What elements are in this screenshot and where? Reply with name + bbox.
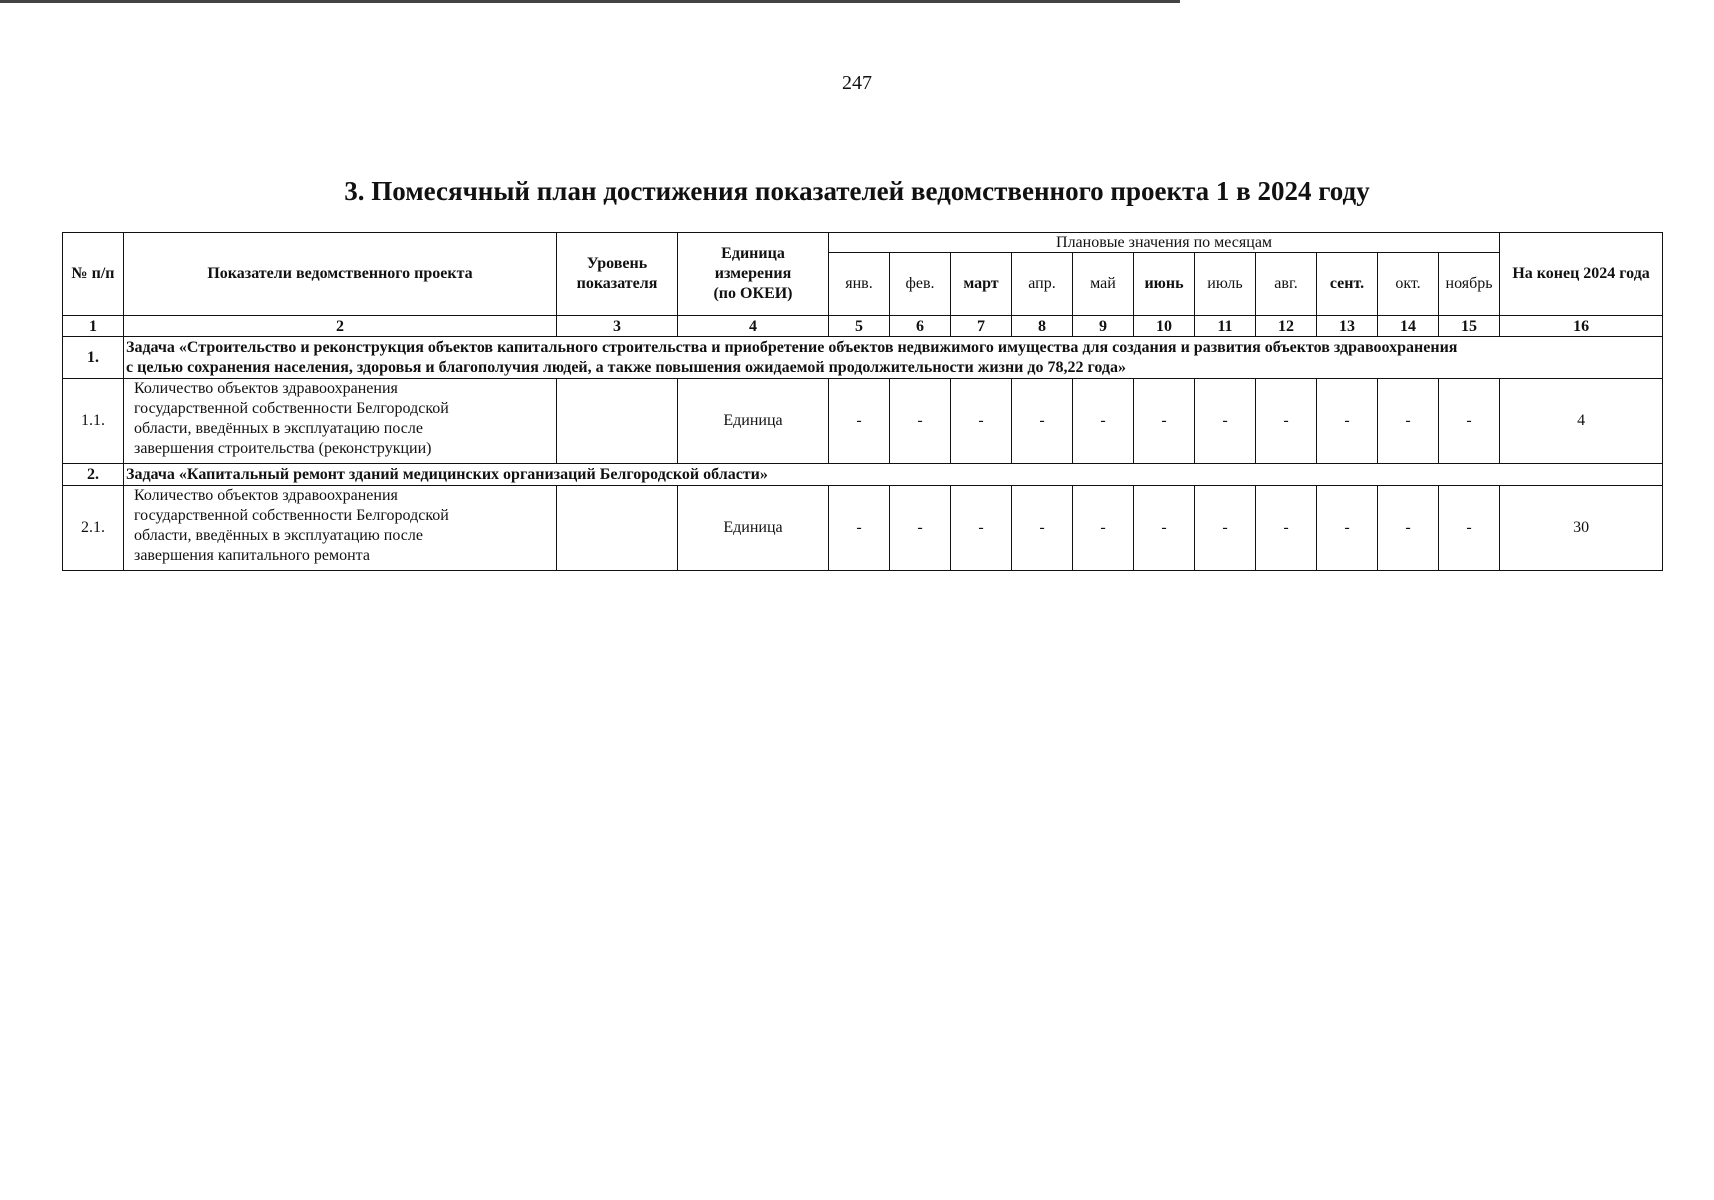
indicator-name bbox=[124, 379, 557, 464]
indicator-month-value: - bbox=[1439, 486, 1500, 571]
header-month-mar: март bbox=[951, 253, 1012, 316]
indicator-month-value: - bbox=[1378, 379, 1439, 464]
indicator-month-value: - bbox=[1317, 486, 1378, 571]
indicator-row bbox=[63, 486, 1663, 571]
indicator-year-end-value: 4 bbox=[1500, 379, 1663, 464]
column-number: 9 bbox=[1073, 316, 1134, 337]
indicator-name-line: завершения строительства (реконструкции) bbox=[134, 440, 432, 457]
column-number: 6 bbox=[890, 316, 951, 337]
header-level-line2: показателя bbox=[576, 275, 658, 292]
monthly-plan-table bbox=[62, 232, 1663, 571]
header-month-may: май bbox=[1073, 253, 1134, 316]
indicator-month-value: - bbox=[890, 486, 951, 571]
column-number: 15 bbox=[1439, 316, 1500, 337]
indicator-month-value: - bbox=[1134, 486, 1195, 571]
header-month-sep: сент. bbox=[1317, 253, 1378, 316]
header-month-nov: ноябрь bbox=[1439, 253, 1500, 316]
column-number: 13 bbox=[1317, 316, 1378, 337]
indicator-name-line: Количество объектов здравоохранения bbox=[134, 380, 398, 397]
indicator-name-line: завершения капитального ремонта bbox=[134, 547, 370, 564]
header-level bbox=[557, 233, 678, 316]
header-month-jun: июнь bbox=[1134, 253, 1195, 316]
page-title: 3. Помесячный план достижения показателей ведомственного проекта 1 в 2024 году bbox=[344, 176, 1370, 206]
header-unit bbox=[678, 233, 829, 316]
header-level-line1: Уровень bbox=[586, 255, 648, 272]
column-number: 10 bbox=[1134, 316, 1195, 337]
indicator-month-value: - bbox=[890, 379, 951, 464]
task-text-line: Задача «Капитальный ремонт зданий медицинских организаций Белгородской области» bbox=[126, 465, 768, 483]
task-text-line: Задача «Строительство и реконструкция объектов капитального строительства и приобретение объектов недвижимого имущества для создания и развития объектов здравоохранения bbox=[126, 338, 1458, 356]
indicator-month-value: - bbox=[1012, 486, 1073, 571]
header-month-jan: янв. bbox=[829, 253, 890, 316]
header-year-end: На конец 2024 года bbox=[1500, 233, 1663, 316]
indicator-name-line: государственной собственности Белгородской bbox=[134, 507, 449, 524]
indicator-month-value: - bbox=[1134, 379, 1195, 464]
page-number: 247 bbox=[842, 72, 872, 94]
header-monthly-group: Плановые значения по месяцам bbox=[829, 233, 1500, 253]
indicator-month-value: - bbox=[1012, 379, 1073, 464]
indicator-month-value: - bbox=[1439, 379, 1500, 464]
header-row-1 bbox=[63, 233, 1663, 253]
task-row bbox=[63, 337, 1663, 379]
indicator-year-end-value: 30 bbox=[1500, 486, 1663, 571]
column-number: 7 bbox=[951, 316, 1012, 337]
indicator-month-value: - bbox=[1317, 379, 1378, 464]
column-number: 12 bbox=[1256, 316, 1317, 337]
header-month-oct: окт. bbox=[1378, 253, 1439, 316]
task-number: 1. bbox=[63, 337, 124, 379]
task-number: 2. bbox=[63, 464, 124, 486]
indicator-name-line: области, введённых в эксплуатацию после bbox=[134, 420, 423, 437]
header-month-aug: авг. bbox=[1256, 253, 1317, 316]
indicator-number: 1.1. bbox=[63, 379, 124, 464]
column-number: 5 bbox=[829, 316, 890, 337]
indicator-month-value: - bbox=[1195, 486, 1256, 571]
column-number: 4 bbox=[678, 316, 829, 337]
indicator-name-line: Количество объектов здравоохранения bbox=[134, 487, 398, 504]
column-number: 14 bbox=[1378, 316, 1439, 337]
indicator-unit: Единица bbox=[678, 486, 829, 571]
header-unit-line2: измерения bbox=[714, 265, 792, 282]
indicator-month-value: - bbox=[1073, 379, 1134, 464]
header-unit-line3: (по ОКЕИ) bbox=[713, 285, 793, 302]
indicator-name-line: области, введённых в эксплуатацию после bbox=[134, 527, 423, 544]
indicator-month-value: - bbox=[1195, 379, 1256, 464]
indicator-name bbox=[124, 486, 557, 571]
task-text bbox=[124, 337, 1663, 379]
indicator-level bbox=[557, 486, 678, 571]
column-number: 8 bbox=[1012, 316, 1073, 337]
task-row bbox=[63, 464, 1663, 486]
header-num: № п/п bbox=[63, 233, 124, 316]
column-number-row bbox=[63, 316, 1663, 337]
column-number: 16 bbox=[1500, 316, 1663, 337]
indicator-name-line: государственной собственности Белгородской bbox=[134, 400, 449, 417]
task-text bbox=[124, 464, 1663, 486]
indicator-unit: Единица bbox=[678, 379, 829, 464]
column-number: 1 bbox=[63, 316, 124, 337]
task-text-line: с целью сохранения населения, здоровья и благополучия людей, а также повышения ожидаемой продолжительности жизни до 78,22 года» bbox=[126, 358, 1126, 376]
column-number: 3 bbox=[557, 316, 678, 337]
indicator-level bbox=[557, 379, 678, 464]
indicator-row bbox=[63, 379, 1663, 464]
header-unit-line1: Единица bbox=[721, 245, 785, 262]
indicator-month-value: - bbox=[829, 379, 890, 464]
indicator-month-value: - bbox=[1256, 379, 1317, 464]
indicator-number: 2.1. bbox=[63, 486, 124, 571]
indicator-month-value: - bbox=[951, 379, 1012, 464]
scan-edge-line bbox=[0, 0, 1180, 3]
column-number: 2 bbox=[124, 316, 557, 337]
indicator-month-value: - bbox=[1256, 486, 1317, 571]
column-number: 11 bbox=[1195, 316, 1256, 337]
header-month-feb: фев. bbox=[890, 253, 951, 316]
header-month-jul: июль bbox=[1195, 253, 1256, 316]
indicator-month-value: - bbox=[829, 486, 890, 571]
header-month-apr: апр. bbox=[1012, 253, 1073, 316]
header-indicator: Показатели ведомственного проекта bbox=[124, 233, 557, 316]
indicator-month-value: - bbox=[1378, 486, 1439, 571]
indicator-month-value: - bbox=[1073, 486, 1134, 571]
indicator-month-value: - bbox=[951, 486, 1012, 571]
